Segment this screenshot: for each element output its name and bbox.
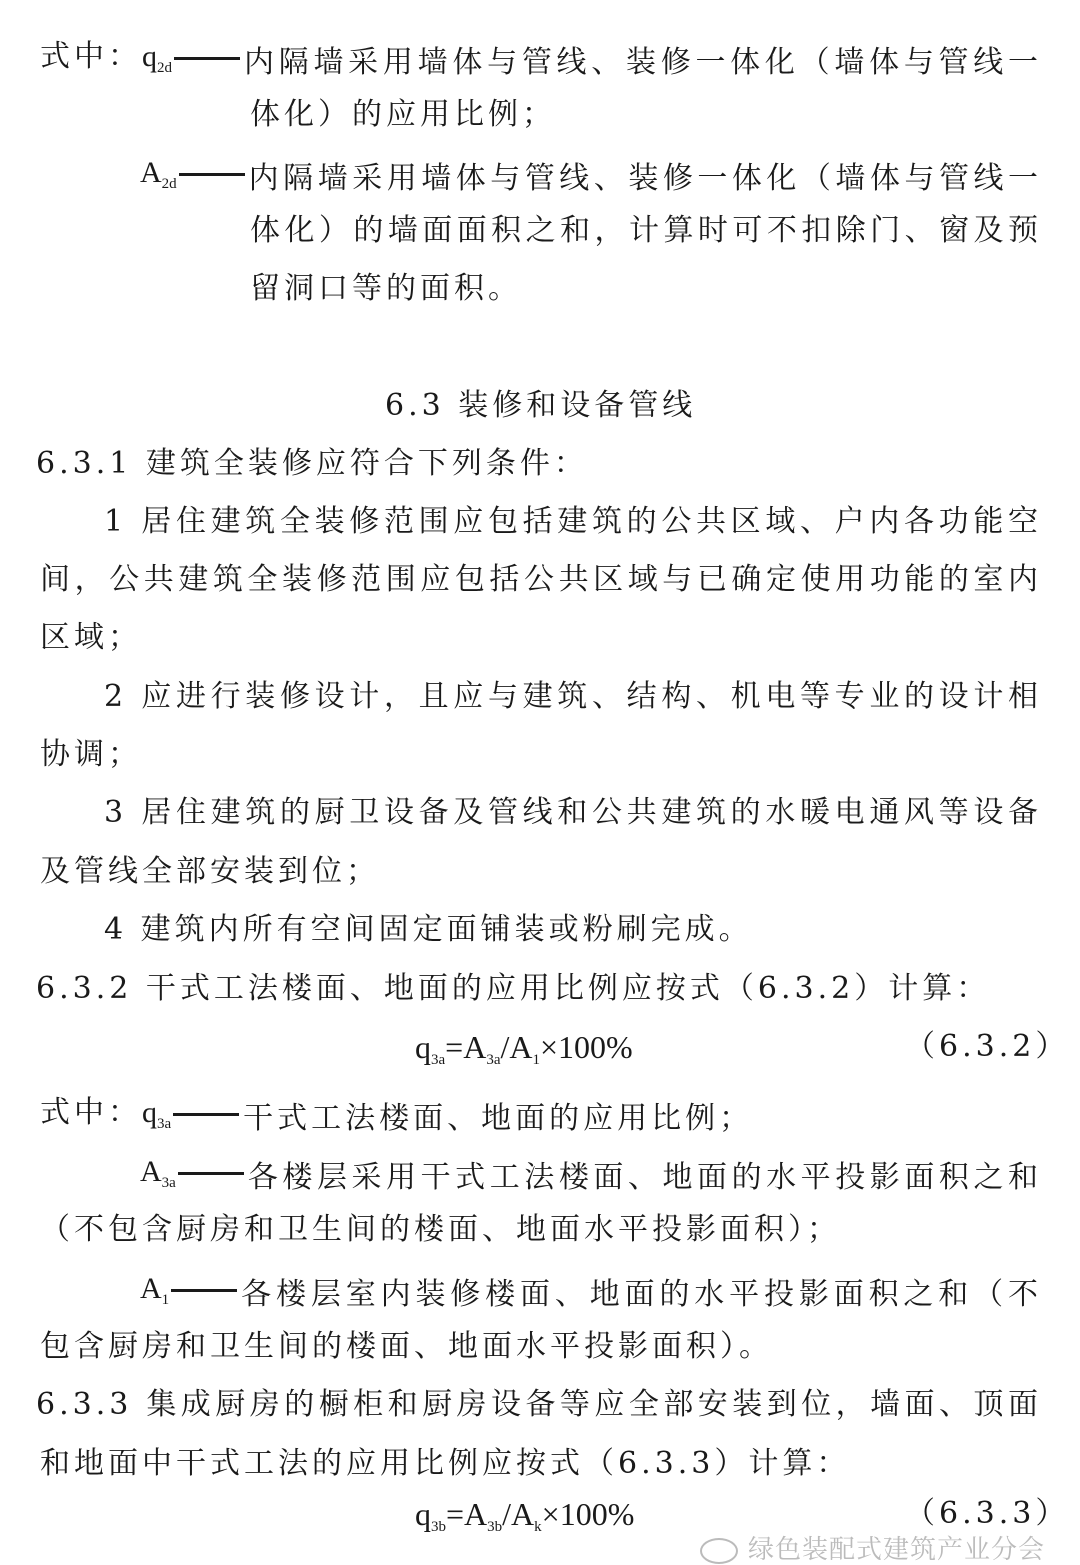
text-line: 体化）的应用比例； bbox=[250, 97, 556, 132]
formula-6-3-2 bbox=[415, 1027, 633, 1080]
text-line: 及管线全部安装到位； bbox=[40, 854, 380, 889]
f-part: /A bbox=[502, 1496, 535, 1532]
formula-number: （6.3.2） bbox=[905, 1029, 1070, 1064]
f-sub: k bbox=[534, 1519, 542, 1535]
var-base: q bbox=[142, 40, 157, 73]
clause-heading: 6.3.3 集成厨房的橱柜和厨房设备等应全部安装到位，墙面、顶面 bbox=[36, 1387, 1042, 1422]
f-part: =A bbox=[446, 1496, 488, 1532]
formula-6-3-3 bbox=[415, 1494, 634, 1547]
text-line: （不包含厨房和卫生间的楼面、地面水平投影面积）； bbox=[40, 1212, 841, 1247]
clause-heading: 6.3.2 干式工法楼面、地面的应用比例应按式（6.3.2）计算： bbox=[36, 971, 991, 1006]
text-line: 和地面中干式工法的应用比例应按式（6.3.3）计算： bbox=[40, 1446, 851, 1481]
text-line: 4 建筑内所有空间固定面铺装或粉刷完成。 bbox=[104, 912, 753, 947]
f-sub: 3a bbox=[486, 1052, 501, 1068]
section-title: 6.3 装修和设备管线 bbox=[385, 388, 697, 423]
var-sub: 1 bbox=[161, 1292, 170, 1308]
f-part: q bbox=[415, 1029, 431, 1065]
dash bbox=[179, 173, 245, 176]
text-line: 内隔墙采用墙体与管线、装修一体化（墙体与管线一 bbox=[244, 44, 1042, 80]
f-part: ×100% bbox=[541, 1496, 635, 1532]
text-line: 包含厨房和卫生间的楼面、地面水平投影面积）。 bbox=[40, 1329, 773, 1364]
text-line: 间，公共建筑全装修范围应包括公共区域与已确定使用功能的室内 bbox=[40, 562, 1042, 597]
dash bbox=[171, 1289, 237, 1292]
var-base: A bbox=[140, 1272, 162, 1305]
var-a2d bbox=[140, 156, 177, 192]
var-a3a bbox=[140, 1155, 176, 1191]
f-sub: 3a bbox=[431, 1052, 446, 1068]
f-part: /A bbox=[500, 1029, 533, 1065]
var-sub: 2d bbox=[161, 176, 177, 192]
wechat-icon bbox=[700, 1538, 738, 1564]
watermark-text: 绿色装配式建筑产业分会 bbox=[748, 1535, 1046, 1565]
text-line: 留洞口等的面积。 bbox=[250, 271, 522, 306]
def-prefix bbox=[140, 1269, 241, 1320]
def-q3a bbox=[40, 1093, 1042, 1144]
text-line: 1 居住建筑全装修范围应包括建筑的公共区域、户内各功能空 bbox=[104, 504, 1042, 539]
var-sub: 3a bbox=[161, 1175, 176, 1191]
var-sub: 3a bbox=[157, 1116, 172, 1132]
var-sub: 2d bbox=[157, 60, 172, 76]
f-part: =A bbox=[445, 1029, 487, 1065]
text-line: 各楼层采用干式工法楼面、地面的水平投影面积之和 bbox=[247, 1159, 1042, 1195]
f-part: q bbox=[415, 1496, 431, 1532]
formula-number: （6.3.3） bbox=[905, 1496, 1070, 1531]
text-line: 干式工法楼面、地面的应用比例； bbox=[243, 1100, 754, 1136]
text-line: 区域； bbox=[40, 620, 142, 655]
watermark bbox=[700, 1537, 1045, 1564]
label: 式中： bbox=[40, 39, 142, 74]
dash bbox=[178, 1172, 244, 1175]
f-sub: 3b bbox=[431, 1519, 446, 1535]
text-line: 2 应进行装修设计，且应与建筑、结构、机电等专业的设计相 bbox=[104, 679, 1042, 714]
clause-heading: 6.3.1 建筑全装修应符合下列条件： bbox=[36, 446, 588, 481]
def-a1 bbox=[140, 1269, 1042, 1320]
var-a1 bbox=[140, 1272, 170, 1308]
var-base: q bbox=[142, 1096, 157, 1129]
var-q3a bbox=[142, 1096, 172, 1132]
text-line: 协调； bbox=[40, 737, 142, 772]
def-q2d bbox=[40, 37, 1042, 88]
def-a2d bbox=[140, 153, 1042, 204]
def-prefix bbox=[140, 153, 249, 204]
text-line: 3 居住建筑的厨卫设备及管线和公共建筑的水暖电通风等设备 bbox=[104, 795, 1042, 830]
def-prefix bbox=[40, 1093, 243, 1144]
var-base: A bbox=[140, 156, 162, 189]
text-line: 内隔墙采用墙体与管线、装修一体化（墙体与管线一 bbox=[248, 160, 1042, 196]
text-line: 各楼层室内装修楼面、地面的水平投影面积之和（不 bbox=[241, 1276, 1042, 1312]
dash bbox=[174, 57, 240, 60]
f-sub: 3b bbox=[487, 1519, 503, 1535]
label: 式中： bbox=[40, 1095, 142, 1130]
def-prefix bbox=[40, 37, 244, 88]
def-a3a bbox=[140, 1152, 1042, 1203]
var-base: A bbox=[140, 1155, 162, 1188]
text-line: 体化）的墙面面积之和，计算时可不扣除门、窗及预 bbox=[250, 213, 1042, 248]
dash bbox=[173, 1113, 239, 1116]
def-prefix bbox=[140, 1152, 248, 1203]
f-part: ×100% bbox=[540, 1029, 633, 1065]
f-sub: 1 bbox=[532, 1052, 540, 1068]
var-q2d bbox=[142, 40, 172, 76]
